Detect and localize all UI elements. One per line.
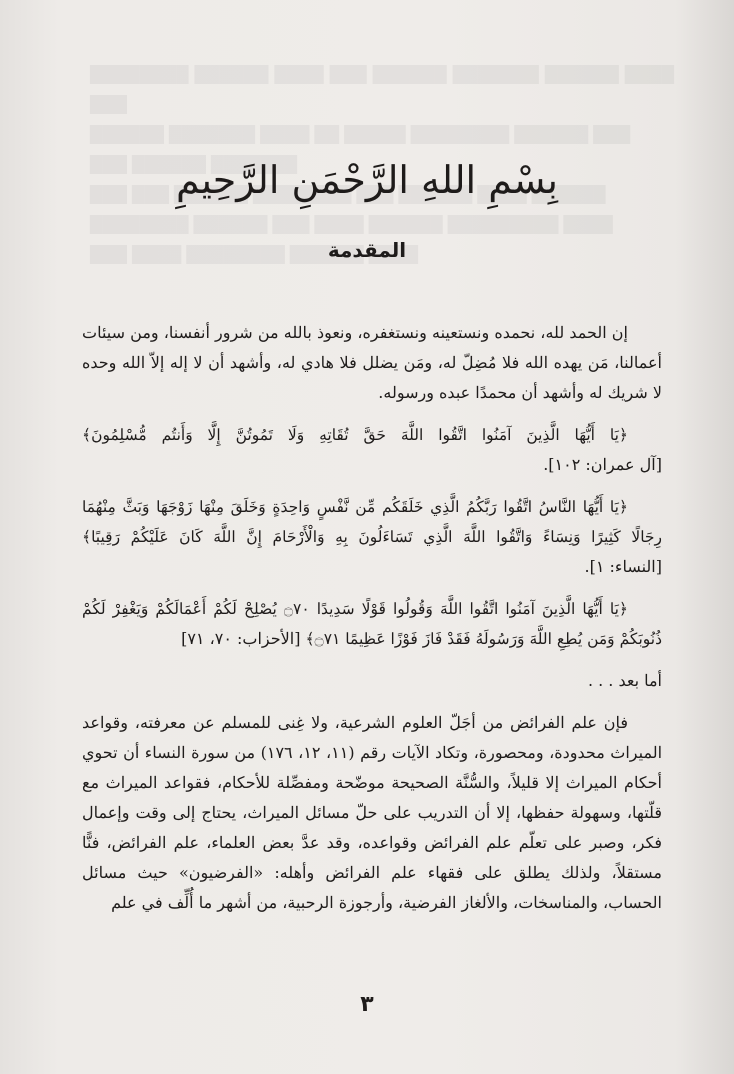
page-number: ٣ — [360, 992, 374, 1017]
verse-reference: [الأحزاب: ٧٠، ٧١] — [181, 629, 301, 648]
basmala: بِسْمِ اللهِ الرَّحْمَنِ الرَّحِيمِ — [176, 158, 558, 202]
transition-phrase: أما بعد . . . — [587, 671, 662, 690]
opening-paragraph: إن الحمد لله، نحمده ونستعينه ونستغفره، ونعوذ بالله من شرور أنفسنا، ومن سيئات أعمالنا، مَن يهده الله فلا مُضِلّ له، ومَن يضلل فلا هادي له، وأشهد أن لا إله إلاّ الله وحده لا شريك له وأشهد أن محمدًا عبده ورسوله. — [82, 323, 662, 402]
quran-verse-3 — [82, 594, 662, 654]
main-paragraph: فإن علم الفرائض من أجَلّ العلوم الشرعية، ولا غِنى للمسلم عن معرفته، وقواعد الميراث محدودة، ومحصورة، وتكاد الآيات رقم (١١، ١٢، ١٧٦) من سورة النساء أن تحوي أحكام الميراث إلا قليلاً، والسُّنَّة الصحيحة موضّحة ومفصِّلة للأحكام، فقواعد الميراث مع قلّتها، وسهولة حفظها، إلا أن التدريب على حلّ مسائل الميراث، يحتاج إلى وقت وإعمال فكر، وصبر على تعلّم علم الفرائض وقواعده، وقد عدَّ بعض العلماء، علم الفرائض، فنًّا مستقلاً، ولذلك يطلق على فقهاء علم الفرائض وأهله: «الفرضيون» حيث مسائل الحساب، والمناسخات، والألغاز الفرضية، وأرجوزة الرحبية، من أشهر ما أُلِّف في علم — [82, 713, 663, 912]
section-heading: المقدمة — [327, 238, 407, 262]
verse-text: ﴿يَا أَيُّهَا الَّذِينَ آمَنُوا اتَّقُوا اللَّهَ وَقُولُوا قَوْلًا سَدِيدًا ۝٧٠ يُصْلِحْ لَكُمْ أَعْمَالَكُمْ وَيَغْفِرْ لَكُمْ ذُنُوبَكُمْ وَمَن يُطِعِ اللَّهَ وَرَسُولَهُ فَقَدْ فَازَ فَوْزًا عَظِيمًا ۝٧١﴾ — [82, 600, 662, 648]
quran-verse-2 — [82, 492, 662, 582]
quran-verse-1 — [82, 420, 662, 480]
verse-text: ﴿يَا أَيُّهَا النَّاسُ اتَّقُوا رَبَّكُمُ الَّذِي خَلَقَكُم مِّن نَّفْسٍ وَاحِدَةٍ وَخَلَقَ مِنْهَا زَوْجَهَا وَبَثَّ مِنْهُمَا رِجَالًا كَثِيرًا وَنِسَاءً وَاتَّقُوا اللَّهَ الَّذِي تَسَاءَلُونَ بِهِ وَالْأَرْحَامَ إِنَّ اللَّهَ كَانَ عَلَيْكُمْ رَقِيبًا﴾ — [82, 498, 662, 546]
body-text — [82, 318, 662, 930]
verse-reference: [آل عمران: ١٠٢]. — [543, 455, 662, 474]
verse-reference: [النساء: ١]. — [584, 557, 662, 576]
verse-text: ﴿يَا أَيُّهَا الَّذِينَ آمَنُوا اتَّقُوا اللَّهَ حَقَّ تُقَاتِهِ وَلَا تَمُوتُنَّ إِلَّا وَأَنتُم مُّسْلِمُونَ﴾ — [82, 426, 628, 444]
